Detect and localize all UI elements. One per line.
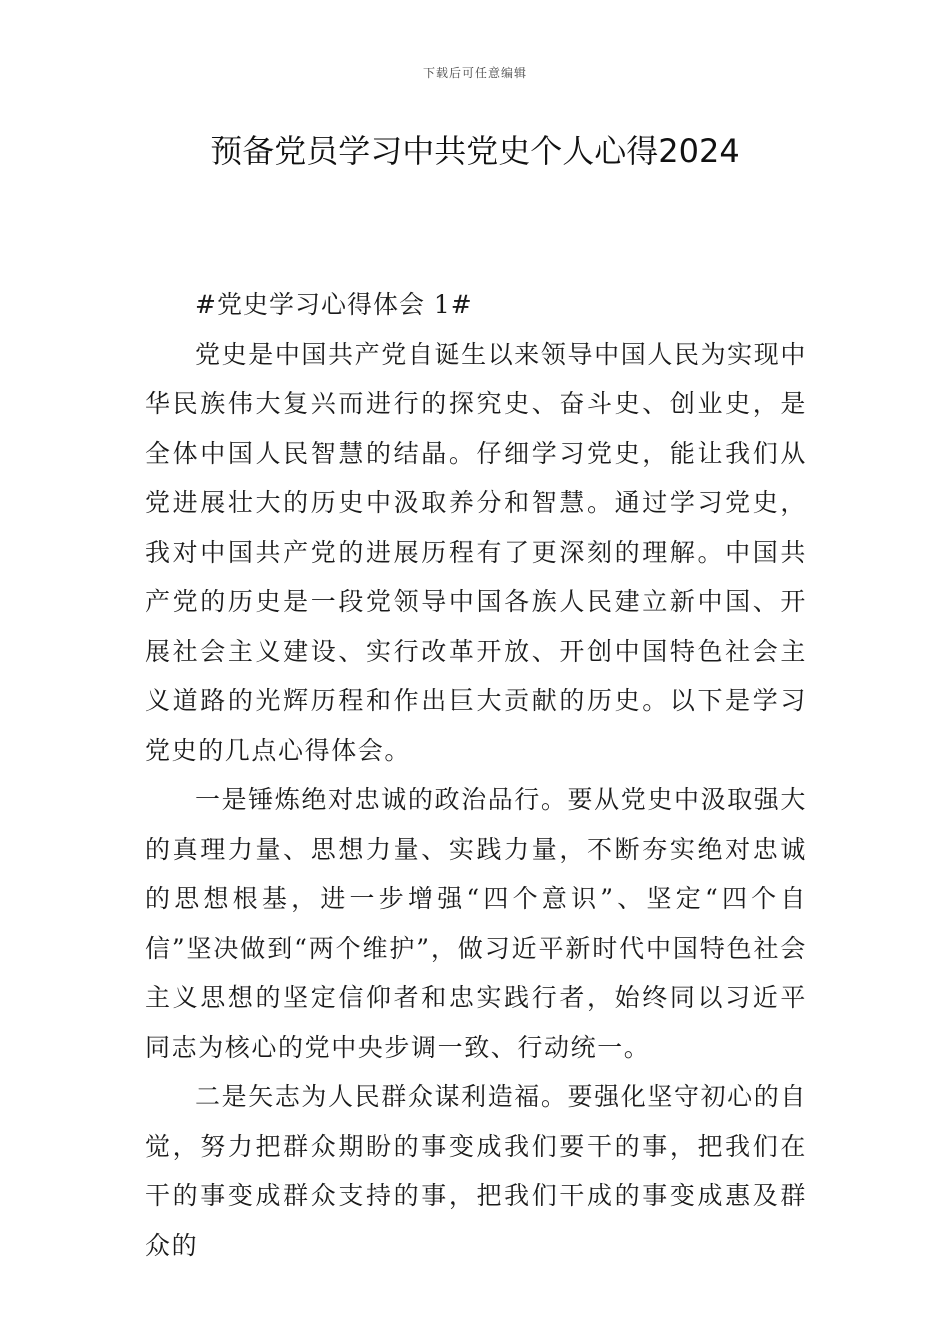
paragraph-point-two: 二是矢志为人民群众谋利造福。要强化坚守初心的自觉，努力把群众期盼的事变成我们要干的事，把我们在干的事变成群众支持的事，把我们干成的事变成惠及群众的 — [145, 1082, 807, 1260]
paragraph-intro: 党史是中国共产党自诞生以来领导中国人民为实现中华民族伟大复兴而进行的探究史、奋斗史、创业史，是全体中国人民智慧的结晶。仔细学习党史，能让我们从党进展壮大的历史中汲取养分和智慧。通过学习党史，我对中国共产党的进展历程有了更深刻的理解。中国共产党的历史是一段党领导中国各族人民建立新中国、开展社会主义建设、实行改革开放、开创中国特色社会主义道路的光辉历程和作出巨大贡献的历史。以下是学习党史的几点心得体会。 — [145, 339, 807, 765]
paragraph-point-one: 一是锤炼绝对忠诚的政治品行。要从党史中汲取强大的真理力量、思想力量、实践力量，不断夯实绝对忠诚的思想根基，进一步增强“四个意识”、坚定“四个自信”坚决做到“两个维护”，做习近平新时代中国特色社会主义思想的坚定信仰者和忠实践行者，始终同以习近平同志为核心的党中央步调一致、行动统一。 — [145, 785, 807, 1062]
section-heading: #党史学习心得体会 1# — [195, 290, 473, 319]
document-title: 预备党员学习中共党史个人心得2024 — [210, 132, 740, 170]
document-body — [145, 280, 807, 1270]
header-note: 下载后可任意编辑 — [422, 66, 527, 80]
